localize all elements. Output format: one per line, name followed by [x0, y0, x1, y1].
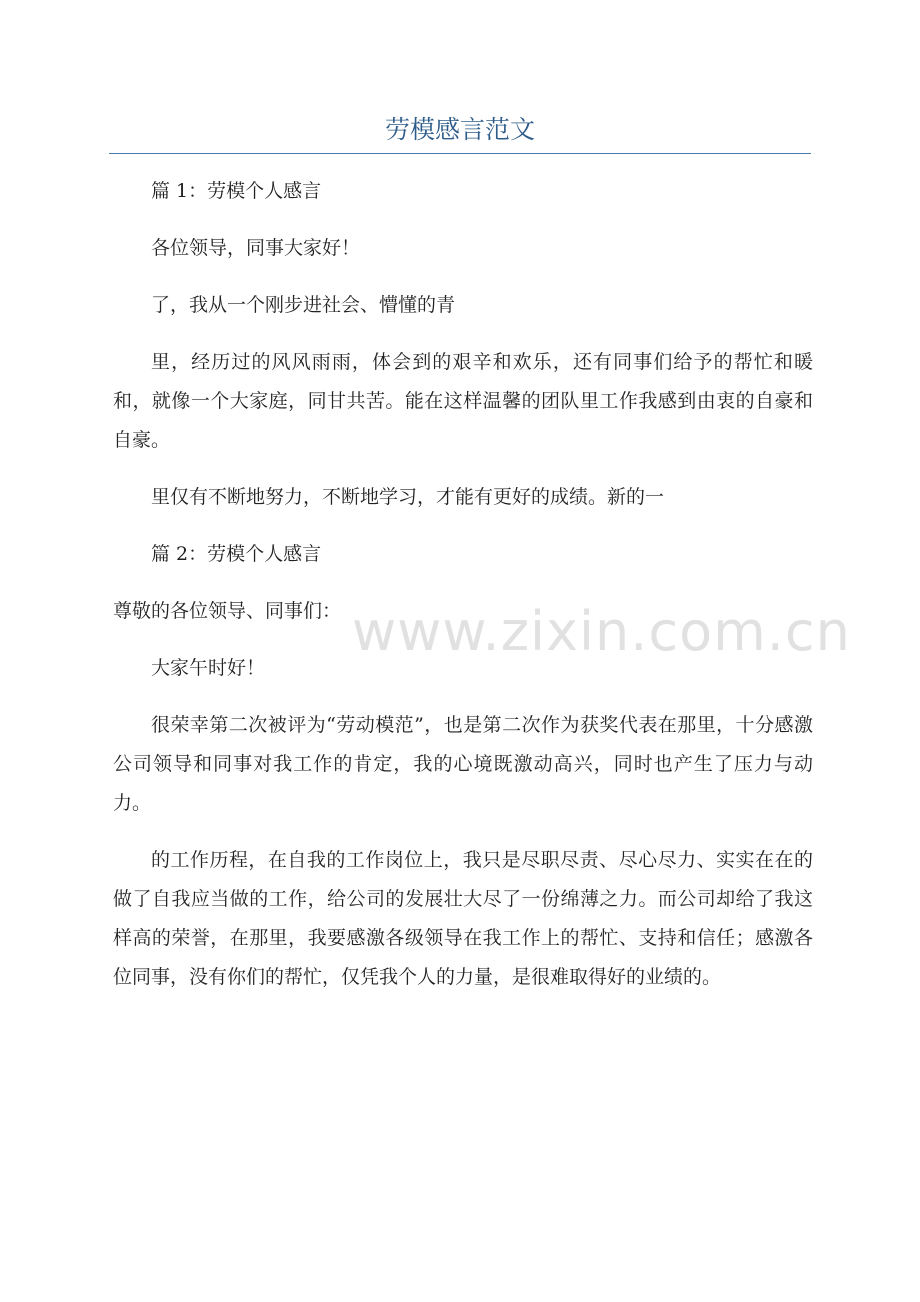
salutation-paragraph: 尊敬的各位领导、同事们： — [113, 600, 342, 622]
document-body — [113, 172, 813, 1015]
greeting-paragraph: 大家午时好！ — [151, 657, 266, 679]
body-paragraph: 的工作历程，在自我的工作岗位上，我只是尽职尽责、尽心尽力、实实在在的做了自我应当做的工作，给公司的发展壮大尽了一份绵薄之力。而公司却给了我这样高的荣誉，在那里，我要感激各级领导在我工作上的帮忙、支持和信任；感激各位同事，没有你们的帮忙，仅凭我个人的力量，是很难取得好的业绩的。 — [113, 849, 813, 988]
section-heading-2: 篇 2：劳模个人感言 — [151, 543, 322, 565]
watermark-text: www.zixin.com.cn — [352, 600, 851, 663]
greeting-paragraph: 各位领导，同事大家好！ — [151, 237, 361, 259]
page-title: 劳模感言范文 — [384, 115, 535, 144]
body-paragraph: 了，我从一个刚步进社会、懵懂的青 — [151, 294, 456, 316]
section-heading-1: 篇 1：劳模个人感言 — [151, 180, 322, 202]
body-paragraph: 里仅有不断地努力，不断地学习，才能有更好的成绩。新的一 — [151, 486, 665, 508]
body-paragraph: 里，经历过的风风雨雨，体会到的艰辛和欢乐，还有同事们给予的帮忙和暖和，就像一个大家庭，同甘共苦。能在这样温馨的团队里工作我感到由衷的自豪和自豪。 — [113, 351, 813, 451]
title-divider — [109, 153, 811, 154]
body-paragraph: 很荣幸第二次被评为“劳动模范”，也是第二次作为获奖代表在那里，十分感激公司领导和同事对我工作的肯定，我的心境既激动高兴，同时也产生了压力与动力。 — [113, 714, 813, 814]
